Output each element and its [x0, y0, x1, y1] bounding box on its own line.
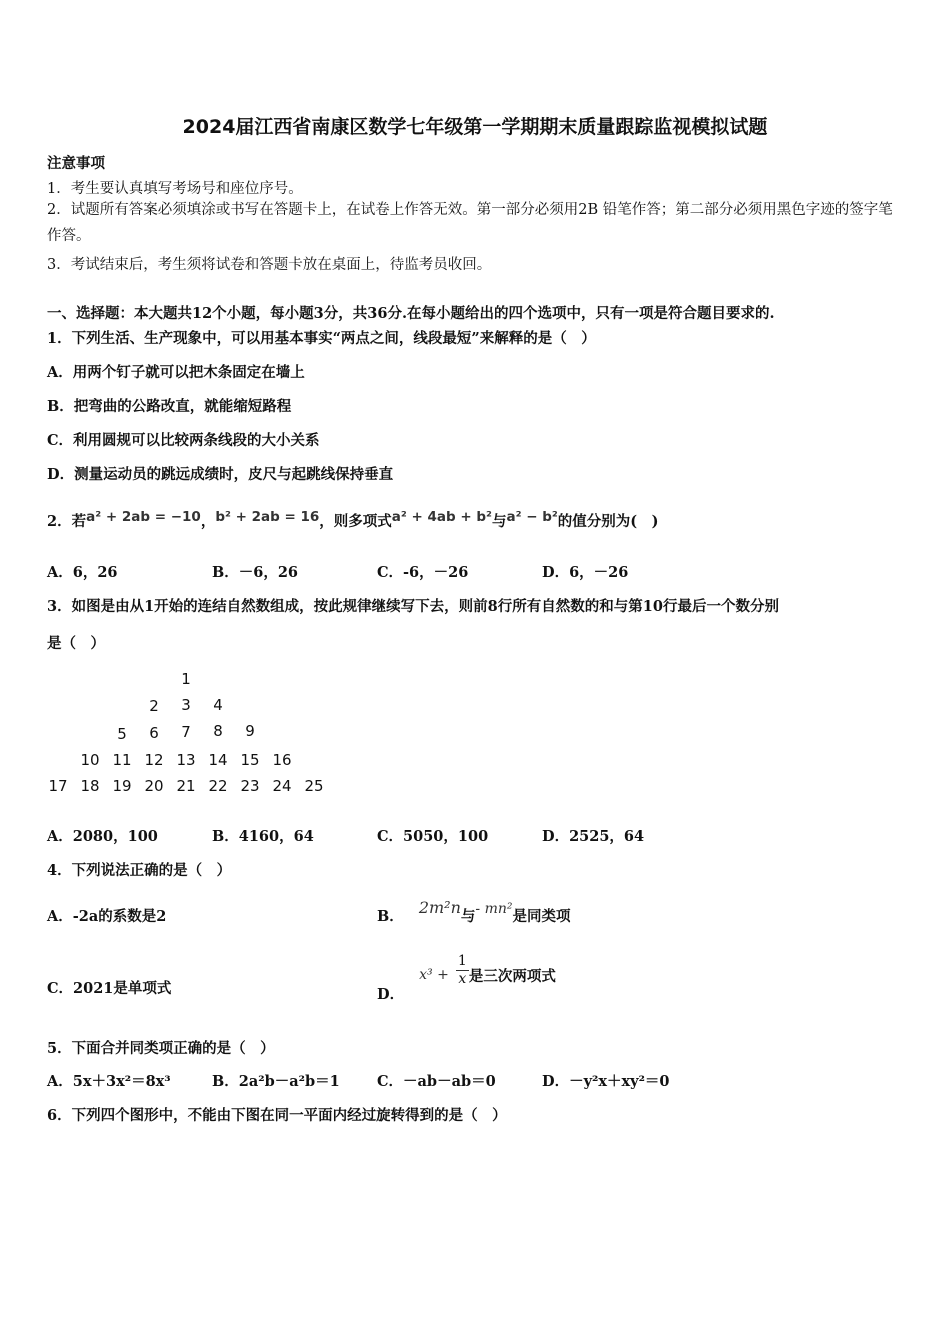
triangle-cell: 10: [80, 751, 100, 769]
q3-option-a: A．2080，100: [47, 828, 158, 845]
q4-option-d-math: x³ +: [419, 966, 449, 983]
q2-math-2: b² + 2ab = 16: [215, 509, 320, 525]
q4-option-b: [377, 897, 571, 925]
q2-text-1: 2．若: [47, 513, 87, 530]
q5-stem: 5．下面合并同类项正确的是（ ）: [47, 1040, 275, 1057]
q3-stem-line-1: 3．如图是由从1开始的连结自然数组成，按此规律继续写下去，则前8行所有自然数的和与第10行最后一个数分别: [47, 598, 779, 615]
q2-math-4: a² − b²: [506, 509, 558, 525]
triangle-cell: 6: [149, 724, 159, 742]
triangle-cell: 15: [240, 751, 260, 769]
triangle-cell: 8: [213, 722, 223, 740]
q2-option-b: B．－6，26: [212, 564, 299, 581]
q3-option-c: C．5050，100: [377, 828, 489, 845]
q5-option-a: A．5x＋3x²＝8x³: [47, 1073, 171, 1090]
q4-option-b-math-1: 2m²n: [418, 898, 461, 917]
triangle-cell: 3: [181, 696, 191, 714]
q3-stem-line-2: 是（ ）: [47, 635, 105, 652]
q2-math-3: a² + 4ab + b²: [391, 509, 492, 525]
triangle-cell: 24: [272, 777, 292, 795]
q2-text-2: ，: [200, 513, 216, 530]
triangle-cell: 20: [144, 777, 164, 795]
page-title: 2024届江西省南康区数学七年级第一学期期末质量跟踪监视模拟试题: [182, 116, 768, 138]
q4-option-d-numerator: 1: [457, 953, 467, 969]
q1-stem: 1．下列生活、生产现象中，可以用基本事实“两点之间，线段最短”来解释的是（ ）: [47, 330, 596, 347]
q2-option-c: C．-6，－26: [377, 564, 469, 581]
triangle-cell: 23: [240, 777, 260, 795]
triangle-cell: 21: [176, 777, 196, 795]
q5-option-d: D．－y²x＋xy²＝0: [542, 1073, 670, 1090]
q1-option-c: C．利用圆规可以比较两条线段的大小关系: [47, 432, 320, 449]
q6-stem: 6．下列四个图形中，不能由下图在同一平面内经过旋转得到的是（ ）: [47, 1107, 507, 1124]
q5-option-c: C．－ab－ab＝0: [377, 1073, 496, 1090]
triangle-cell: 4: [213, 696, 223, 714]
triangle-cell: 19: [112, 777, 132, 795]
triangle-cell: 16: [272, 751, 292, 769]
triangle-cell: 18: [80, 777, 100, 795]
triangle-cell: 7: [181, 723, 191, 741]
q4-option-d-tail: 是三次两项式: [468, 967, 556, 985]
q1-option-b: B．把弯曲的公路改直，就能缩短路程: [47, 398, 292, 415]
q4-option-b-math-2: - mn²: [475, 901, 513, 917]
q2-text-3: ，则多项式: [319, 513, 392, 530]
q4-option-d-label: D．: [377, 985, 405, 1003]
q4-option-b-label: B．: [377, 908, 404, 925]
q4-option-d-denominator: x: [458, 971, 467, 987]
triangle-cell: 14: [208, 751, 228, 769]
q4-option-c: C．2021是单项式: [47, 980, 172, 997]
triangle-cell: 17: [48, 777, 68, 795]
triangle-cell: 11: [112, 751, 132, 769]
triangle-cell: 2: [149, 697, 159, 715]
q2-text-4: 与: [491, 513, 507, 530]
q2-option-d: D．6，－26: [542, 564, 629, 581]
q3-option-d: D．2525，64: [542, 828, 645, 845]
triangle-cell: 9: [245, 722, 255, 740]
notice-heading: 注意事项: [47, 155, 105, 172]
triangle-cell: 22: [208, 777, 228, 795]
q5-option-b: B．2a²b－a²b＝1: [212, 1073, 340, 1090]
q2-option-a: A．6，26: [47, 564, 118, 581]
q1-option-d: D．测量运动员的跳远成绩时，皮尺与起跳线保持垂直: [47, 466, 394, 483]
section-heading: 一、选择题：本大题共12个小题，每小题3分，共36分.在每小题给出的四个选项中，只有一项是符合题目要求的.: [47, 305, 775, 322]
q2-stem: [47, 510, 659, 531]
q4-stem: 4．下列说法正确的是（ ）: [47, 862, 232, 879]
triangle-cell: 5: [117, 725, 127, 743]
q4-option-d-fraction: [456, 953, 469, 988]
triangle-cell: 13: [176, 751, 196, 769]
notice-item-3: 3．考试结束后，考生须将试卷和答题卡放在桌面上，待监考员收回。: [47, 257, 492, 273]
triangle-cell: 25: [304, 777, 324, 795]
triangle-cell: 1: [181, 670, 191, 688]
q2-math-1: a² + 2ab = −10: [86, 509, 201, 525]
q3-option-b: B．4160，64: [212, 828, 314, 845]
q4-option-d: [377, 953, 556, 1003]
q4-option-b-mid: 与: [460, 908, 476, 925]
q2-text-5: 的值分别为( ): [557, 513, 659, 530]
triangle-cell: 12: [144, 751, 164, 769]
q4-option-b-tail: 是同类项: [512, 908, 571, 925]
notice-item-2: 2．试题所有答案必须填涂或书写在答题卡上，在试卷上作答无效。第一部分必须用2B 铅笔作答；第二部分必须用黑色字迹的签字笔作答。: [47, 202, 893, 244]
q4-option-a: A．-2a的系数是2: [47, 908, 167, 925]
notice-item-1: 1．考生要认真填写考场号和座位序号。: [47, 181, 303, 197]
q1-option-a: A．用两个钉子就可以把木条固定在墙上: [47, 364, 305, 381]
